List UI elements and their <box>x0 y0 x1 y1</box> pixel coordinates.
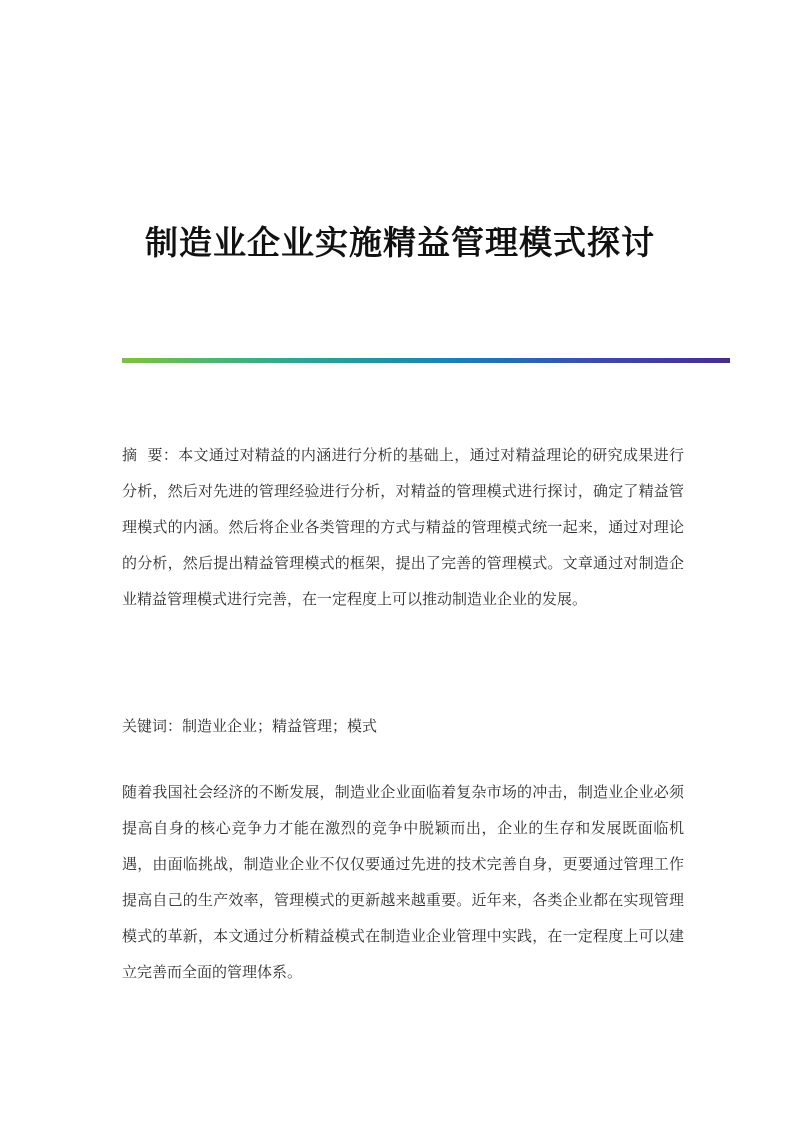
keywords-label: 关键词： <box>122 717 183 735</box>
keywords-text: 制造业企业；精益管理；模式 <box>182 717 378 735</box>
abstract-paragraph <box>122 437 684 617</box>
gradient-divider <box>122 358 730 363</box>
body-paragraph: 随着我国社会经济的不断发展，制造业企业面临着复杂市场的冲击，制造业企业必须提高自身的核心竞争力才能在激烈的竞争中脱颖而出，企业的生存和发展既面临机遇，由面临挑战，制造业企业不仅仅要通过先进的技术完善自身，更要通过管理工作提高自己的生产效率，管理模式的更新越来越重要。近年来，各类企业都在实现管理模式的革新，本文通过分析精益模式在制造业企业管理中实践，在一定程度上可以建立完善而全面的管理体系。 <box>122 783 684 981</box>
page-title: 制造业企业实施精益管理模式探讨 <box>145 223 655 263</box>
abstract-text: 本文通过对精益的内涵进行分析的基础上，通过对精益理论的研究成果进行分析，然后对先进的管理经验进行分析，对精益的管理模式进行探讨，确定了精益管理模式的内涵。然后将企业各类管理的方式与精益的管理模式统一起来，通过对理论的分析，然后提出精益管理模式的框架，提出了完善的管理模式。文章通过对制造企业精益管理模式进行完善，在一定程度上可以推动制造业企业的发展。 <box>122 446 684 608</box>
keywords-line <box>122 708 684 744</box>
abstract-label: 摘 要： <box>122 446 179 464</box>
